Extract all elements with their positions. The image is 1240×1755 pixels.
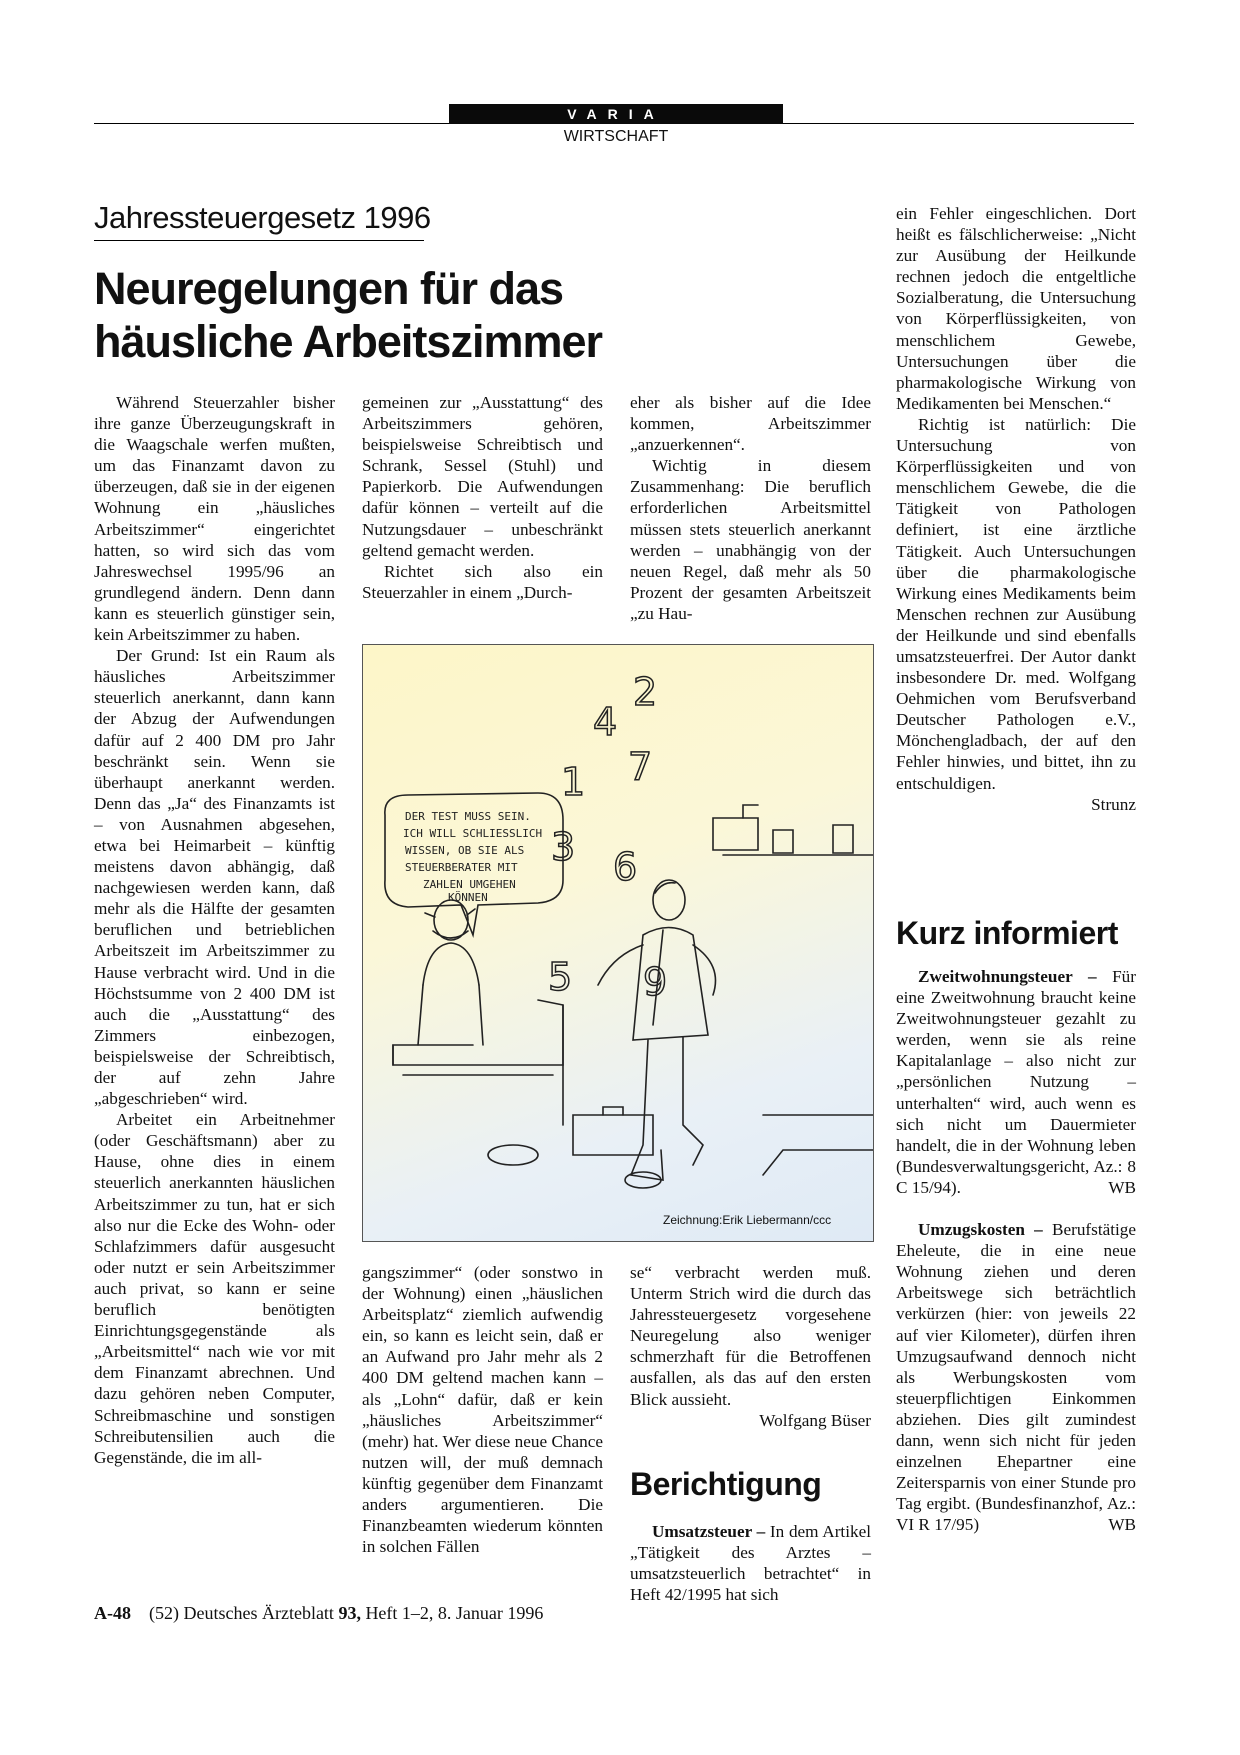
speech-line: WISSEN, OB SIE ALS: [405, 844, 525, 857]
subsection-label: WIRTSCHAFT: [563, 128, 669, 145]
paragraph: Richtig ist natürlich: Die Untersuchung von Körperflüssigkeiten und von menschlichem Gewebe, die die Tätigkeit von Pathologen definiert, ist eine ärztliche Tätigkeit. Auch Untersuchungen über die pharmakologische Wirkung eines Medikaments beim Menschen rechnen zur Ausübung der Heilkunde und sind ebenfalls umsatzsteuerfrei. Der Autor dankt insbesondere Dr. med. Wolfgang Oehmichen vom Berufsverband Deutscher Pathologen e.V., Mönchengladbach, der auf den Fehler hinwies, und bittet, ihn zu entschuldigen.: [896, 414, 1136, 793]
article-author: Wolfgang Büser: [759, 1410, 871, 1430]
paragraph: se“ verbracht werden muß. Unterm Strich wird die durch das Jahressteuergesetz vorgesehene Neuregelung also weniger schmerzhaft für die Betroffenen ausfallen, als das auf den ersten Blick aussieht.: [630, 1263, 871, 1409]
speech-line: DER TEST MUSS SEIN.: [405, 810, 531, 823]
speech-line: STEUERBERATER MIT: [405, 861, 518, 874]
juggled-number: 5: [548, 955, 573, 999]
section-label: VARIA: [449, 104, 783, 124]
news-item-body: Für eine Zweitwohnung braucht keine Zweitwohnungsteuer gezahlt zu werden, wenn sie als reine Kapitalanlage – also nicht zur „persönlichen Nutzung – unterhalten“ wird, auch wenn es sich nicht um Dauermieter handelt, die in der Wohnung leben (Bundesverwaltungsgericht, Az.: 8 C 15/94).: [896, 967, 1136, 1197]
article-column-1: [94, 392, 335, 1468]
article-column-3: [630, 392, 871, 624]
berichtigung-text: [630, 1521, 871, 1605]
news-item-body: Berufstätige Eheleute, die in eine neue Wohnung ziehen und deren Arbeitswege sich beträchtlich verkürzen (hier: von jeweils 22 auf vier Kilometer), dürfen ihren Umzugsaufwand dennoch nicht als Werbungskosten vom steuerpflichtigen Einkommen abziehen. Dies gilt zumindest dann, wenn sich nicht für jeden einzelnen Ehepartner eine Zeitersparnis von einer Stunde pro Tag ergibt. (Bundesfinanzhof, Az.: VI R 17/95): [896, 1220, 1137, 1535]
juggled-number: 4: [593, 700, 618, 744]
juggled-number: 2: [633, 670, 658, 714]
cartoon-illustration: [362, 644, 874, 1242]
speech-line: ZAHLEN UMGEHEN: [423, 878, 516, 891]
berichtigung-sign: Strunz: [1091, 794, 1136, 814]
juggled-number: 9: [643, 960, 668, 1004]
paragraph: Wichtig in diesem Zusammenhang: Die beruflich erforderlichen Arbeitsmittel müssen stets steuerlich anerkannt werden – unabhängig von der neuen Regel, daß mehr als 50 Prozent der gesamten Arbeitszeit „zu Hau-: [630, 456, 871, 623]
journal-source: (52) Deutsches Ärzteblatt: [149, 1603, 334, 1623]
cartoon-drawing: [363, 645, 873, 1241]
page-footer: [94, 1603, 543, 1624]
paragraph: gemeinen zur „Ausstattung“ des Arbeitszimmers gehören, beispielsweise Schreibtisch und Schrank, Sessel (Stuhl) und Papierkorb. Die Aufwendungen dafür können – verteilt auf die Nutzungsdauer – unbeschränkt geltend gemacht werden.: [362, 393, 603, 560]
journal-volume: 93,: [338, 1603, 361, 1623]
berichtigung-body: In dem Artikel „Tätigkeit des Arztes – umsatzsteuerlich betrachtet“ in Heft 42/1995 hat sich: [630, 1522, 871, 1605]
paragraph: gangszimmer“ (oder sonstwo in der Wohnung) einen „häuslichen Arbeitsplatz“ ziemlich aufwendig ein, so kann es leicht sein, daß er an Aufwand pro Jahr mehr als 2 400 DM geltend machen kann – als „Lohn“ dafür, daß er kein „häusliches Arbeitszimmer“ (mehr) hat. Wer diese neue Chance nutzen will, der muß demnach künftig gegenüber dem Finanzamt anders argumentieren. Die Finanzbeamten wiederum könnten in solchen Fällen: [362, 1263, 603, 1557]
paragraph: Arbeitet ein Arbeitnehmer (oder Geschäftsmann) aber zu Hause, ohne dies in einem steuerlich anerkannten häuslichen Arbeitszimmer zu tun, hat er sich also nur die Ecke des Wohn- oder Schlafzimmers dafür ausgesucht oder nutzt er sein Arbeitszimmer auch privat, so kann er seine beruflich benötigten Einrichtungsgegenstände als „Arbeitsmittel“ nach wie vor mit dem Finanzamt abrechnen. Und dazu gehören neben Computer, Schreibmaschine und sonstigen Schreibutensilien auch die Gegenstände, die im all-: [94, 1110, 335, 1467]
paragraph: ein Fehler eingeschlichen. Dort heißt es fälschlicherweise: „Nicht zur Ausübung der Heilkunde rechnen jedoch die entgeltliche Sozialberatung, die Untersuchung von Körperflüssigkeiten, von menschlichem Gewebe, Untersuchungen über die pharmakologische Wirkung von Medikamenten bei Menschen.“: [896, 204, 1136, 413]
article-headline: Neuregelungen für das häusliche Arbeitszimmer: [94, 263, 603, 367]
juggled-number: 1: [561, 760, 586, 804]
kicker-underline: [94, 240, 424, 241]
journal-issue: Heft 1–2, 8. Januar 1996: [365, 1603, 544, 1623]
berichtigung-title: Berichtigung: [630, 1466, 822, 1502]
paragraph: Richtet sich also ein Steuerzahler in einem „Durch-: [362, 561, 603, 602]
article-column-2-continued: [362, 1262, 603, 1557]
news-item: [896, 966, 1136, 1198]
article-kicker: Jahressteuergesetz 1996: [94, 200, 431, 235]
article-column-3-continued: [630, 1262, 871, 1431]
news-item-lead: Umzugskosten –: [918, 1220, 1043, 1240]
paragraph: Der Grund: Ist ein Raum als häusliches Arbeitszimmer steuerlich anerkannt, dann kann der Abzug der Aufwendungen dafür auf 2 400 DM pro Jahr beschränkt sein. Wenn sie überhaupt anerkannt werden. Denn das „Ja“ des Finanzamts ist – von Ausnahmen abgesehen, etwa bei Heimarbeit – künftig meistens davon abhängig, daß nachgewiesen werden kann, daß mehr als die Hälfte der gesamten beruflichen und betrieblichen Arbeitszeit im Arbeitszimmer zu Hause verbracht wird. Und in die Höchstsumme von 2 400 DM ist auch die „Ausstattung“ des Zimmers einbezogen, beispielsweise der Schreibtisch, der auf zehn Jahre „abgeschrieben“ wird.: [94, 646, 335, 1109]
kurz-informiert-title: Kurz informiert: [896, 915, 1118, 951]
kurz-informiert-text: [896, 966, 1136, 1535]
paragraph: Während Steuerzahler bisher ihre ganze Überzeugungskraft in die Waagschale werfen mußten, um das Finanzamt davon zu überzeugen, daß sie in der eigenen Wohnung ein „häusliches Arbeitszimmer“ eingerichtet hatten, so wird sich das vom Jahreswechsel 1995/96 an grundlegend ändern. Denn dann kann es steuerlich günstiger sein, kein Arbeitszimmer zu haben.: [94, 393, 335, 645]
speech-line: ICH WILL SCHLIESSLICH: [403, 827, 543, 840]
news-item-sign: WB: [1108, 1515, 1136, 1535]
article-column-2: [362, 392, 603, 603]
speech-text: [403, 810, 542, 904]
cartoon-credit: Zeichnung:Erik Liebermann/ccc: [663, 1213, 832, 1227]
juggled-numbers: [548, 670, 667, 1004]
news-item: [896, 1219, 1136, 1535]
paragraph: eher als bisher auf die Idee kommen, Arbeitszimmer „anzuerkennen“.: [630, 393, 871, 455]
juggled-number: 7: [628, 745, 653, 789]
news-item-lead: Zweitwohnungsteuer –: [918, 967, 1097, 986]
juggled-number: 6: [613, 845, 638, 889]
juggled-number: 3: [551, 825, 576, 869]
page-number: A-48: [94, 1603, 131, 1623]
speech-line: KÖNNEN: [448, 891, 488, 904]
berichtigung-continued: [896, 203, 1136, 815]
news-item-sign: WB: [1108, 1177, 1136, 1197]
berichtigung-lead: Umsatzsteuer –: [652, 1522, 766, 1541]
